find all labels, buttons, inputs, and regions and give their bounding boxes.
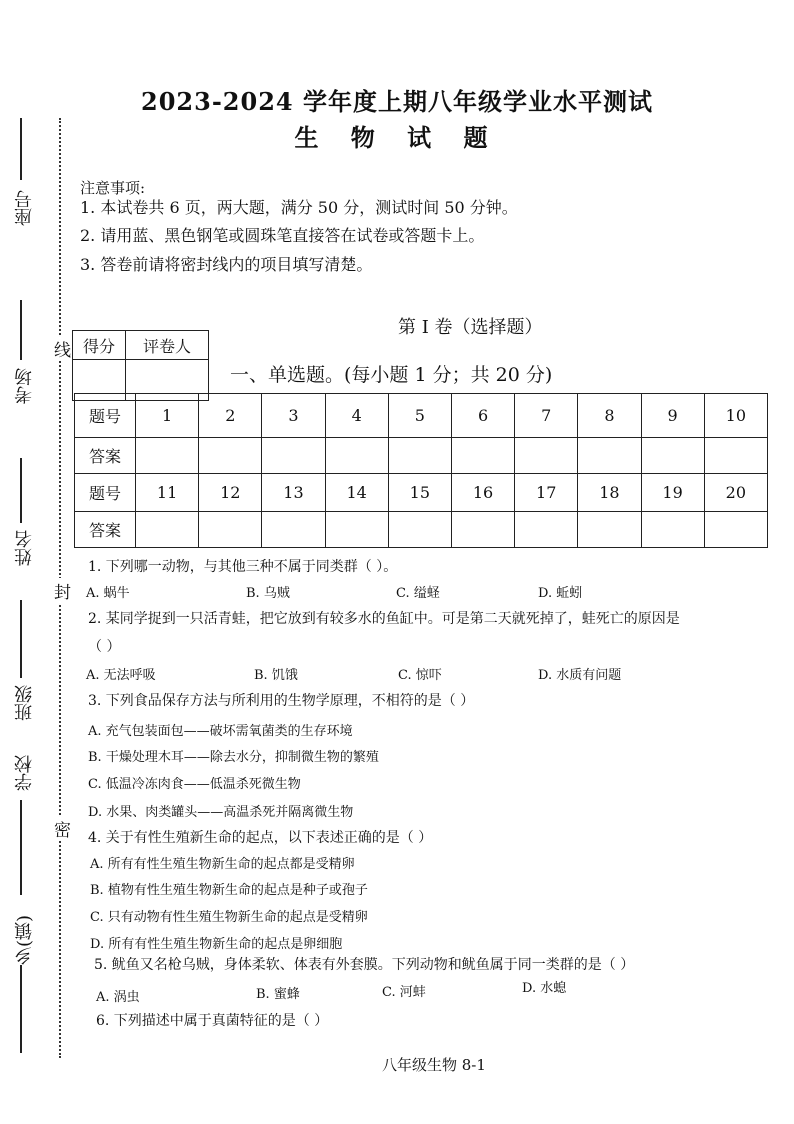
grid-num: 9 <box>641 394 704 438</box>
q3-option-a[interactable]: A. 充气包装面包——破坏需氧菌类的生存环境 <box>88 724 353 739</box>
seal-char-feng: 封 <box>54 578 71 603</box>
question-5-stem: 5. 鱿鱼又名枪乌贼，身体柔软、体表有外套膜。下列动物和鱿鱼属于同一类群的是（ ） <box>94 957 635 973</box>
answer-cell[interactable] <box>451 438 514 474</box>
question-6-stem: 6. 下列描述中属于真菌特征的是（ ） <box>96 1013 329 1029</box>
answer-cell[interactable] <box>388 512 451 548</box>
grid-num: 15 <box>388 474 451 512</box>
q3-option-c[interactable]: C. 低温冷冻肉食——低温杀死微生物 <box>88 777 301 792</box>
answer-cell[interactable] <box>704 512 767 548</box>
grid-num: 4 <box>325 394 388 438</box>
grid-num: 12 <box>199 474 262 512</box>
room-line[interactable] <box>20 300 22 360</box>
answer-cell[interactable] <box>388 438 451 474</box>
grid-num: 20 <box>704 474 767 512</box>
exam-title: 2023-2024 学年度上期八年级学业水平测试 <box>141 87 653 116</box>
q4-option-b[interactable]: B. 植物有性生殖生物新生命的起点是种子或孢子 <box>90 883 368 898</box>
seat-line[interactable] <box>20 118 22 180</box>
notice-item-2: 2. 请用蓝、黑色钢笔或圆珠笔直接答在试卷或答题卡上。 <box>80 226 485 245</box>
grid-num: 18 <box>578 474 641 512</box>
school-line[interactable] <box>20 800 22 895</box>
exam-subtitle: 生 物 试 题 <box>294 123 500 152</box>
town-line[interactable] <box>20 965 22 1053</box>
grid-num: 11 <box>136 474 199 512</box>
q2-option-d[interactable]: D. 水质有问题 <box>538 668 622 683</box>
grid-num: 2 <box>199 394 262 438</box>
volume-title: 第 I 卷（选择题） <box>398 317 543 338</box>
answer-grid <box>74 393 768 548</box>
grid-num: 13 <box>262 474 325 512</box>
answer-cell[interactable] <box>641 438 704 474</box>
name-label: 姓名 <box>14 530 35 566</box>
q5-option-a[interactable]: A. 涡虫 <box>96 990 140 1005</box>
answer-cell[interactable] <box>136 438 199 474</box>
answer-cell[interactable] <box>262 512 325 548</box>
answer-cell[interactable] <box>199 438 262 474</box>
q1-option-a[interactable]: A. 蜗牛 <box>86 586 130 601</box>
q2-option-c[interactable]: C. 惊吓 <box>398 668 442 683</box>
answer-cell[interactable] <box>515 512 578 548</box>
q1-option-b[interactable]: B. 乌贼 <box>246 586 290 601</box>
name-line[interactable] <box>20 458 22 523</box>
answer-cell[interactable] <box>136 512 199 548</box>
binding-margin <box>0 0 71 1124</box>
grid-num: 17 <box>515 474 578 512</box>
question-2-stem: 2. 某同学捉到一只活青蛙，把它放到有较多水的鱼缸中。可是第二天就死掉了，蛙死亡的原因是 <box>88 611 680 627</box>
q5-option-b[interactable]: B. 蜜蜂 <box>256 987 300 1002</box>
grid-num: 19 <box>641 474 704 512</box>
q2-option-a[interactable]: A. 无法呼吸 <box>86 668 156 683</box>
q5-option-d[interactable]: D. 水螅 <box>522 981 567 996</box>
q5-option-c[interactable]: C. 河蚌 <box>382 985 426 1000</box>
grid-num: 7 <box>515 394 578 438</box>
row-label-num: 题号 <box>75 474 136 512</box>
q3-option-d[interactable]: D. 水果、肉类罐头——高温杀死并隔离微生物 <box>88 805 354 820</box>
room-label: 考场 <box>14 368 35 404</box>
grid-num: 1 <box>136 394 199 438</box>
row-label-ans: 答案 <box>75 438 136 474</box>
question-1-stem: 1. 下列哪一动物，与其他三种不属于同类群（ ）。 <box>88 559 398 575</box>
q1-option-d[interactable]: D. 蚯蚓 <box>538 586 583 601</box>
seal-char-xian: 线 <box>54 336 71 361</box>
answer-cell[interactable] <box>641 512 704 548</box>
answer-cell[interactable] <box>199 512 262 548</box>
notice-item-1: 1. 本试卷共 6 页，两大题，满分 50 分，测试时间 50 分钟。 <box>80 198 518 217</box>
grid-num: 8 <box>578 394 641 438</box>
row-label-ans: 答案 <box>75 512 136 548</box>
page-footer: 八年级生物 8-1 <box>382 1056 486 1074</box>
q1-option-c[interactable]: C. 缢蛏 <box>396 586 440 601</box>
q2-option-b[interactable]: B. 饥饿 <box>254 668 298 683</box>
notice-heading: 注意事项: <box>80 179 146 197</box>
score-box <box>72 330 209 401</box>
section-heading: 一、单选题。(每小题 1 分；共 20 分) <box>230 364 553 386</box>
question-2-stem-blank: （ ） <box>88 639 121 655</box>
question-4-stem: 4. 关于有性生殖新生命的起点，以下表述正确的是（ ） <box>88 830 433 846</box>
answer-cell[interactable] <box>325 438 388 474</box>
row-label-num: 题号 <box>75 394 136 438</box>
grid-num: 3 <box>262 394 325 438</box>
notice-item-3: 3. 答卷前请将密封线内的项目填写清楚。 <box>80 255 373 274</box>
answer-cell[interactable] <box>325 512 388 548</box>
q4-option-a[interactable]: A. 所有有性生殖生物新生命的起点都是受精卵 <box>90 857 355 872</box>
school-label: 学校 <box>14 755 35 791</box>
class-label: 班级 <box>14 685 35 721</box>
class-line[interactable] <box>20 600 22 678</box>
answer-cell[interactable] <box>578 438 641 474</box>
seat-label: 座号 <box>14 190 35 226</box>
q3-option-b[interactable]: B. 干燥处理木耳——除去水分，抑制微生物的繁殖 <box>88 750 379 765</box>
grid-num: 5 <box>388 394 451 438</box>
answer-cell[interactable] <box>704 438 767 474</box>
seal-char-mi: 密 <box>54 816 71 841</box>
answer-cell[interactable] <box>515 438 578 474</box>
grid-num: 14 <box>325 474 388 512</box>
grid-num: 10 <box>704 394 767 438</box>
grader-label: 评卷人 <box>126 331 209 360</box>
answer-cell[interactable] <box>451 512 514 548</box>
q4-option-c[interactable]: C. 只有动物有性生殖生物新生命的起点是受精卵 <box>90 910 368 925</box>
answer-cell[interactable] <box>578 512 641 548</box>
grid-num: 16 <box>451 474 514 512</box>
answer-cell[interactable] <box>262 438 325 474</box>
q4-option-d[interactable]: D. 所有有性生殖生物新生命的起点是卵细胞 <box>90 937 343 952</box>
question-3-stem: 3. 下列食品保存方法与所利用的生物学原理，不相符的是（ ） <box>88 693 475 709</box>
grid-num: 6 <box>451 394 514 438</box>
town-label: 乡(镇) <box>14 915 35 966</box>
score-label: 得分 <box>73 331 126 360</box>
